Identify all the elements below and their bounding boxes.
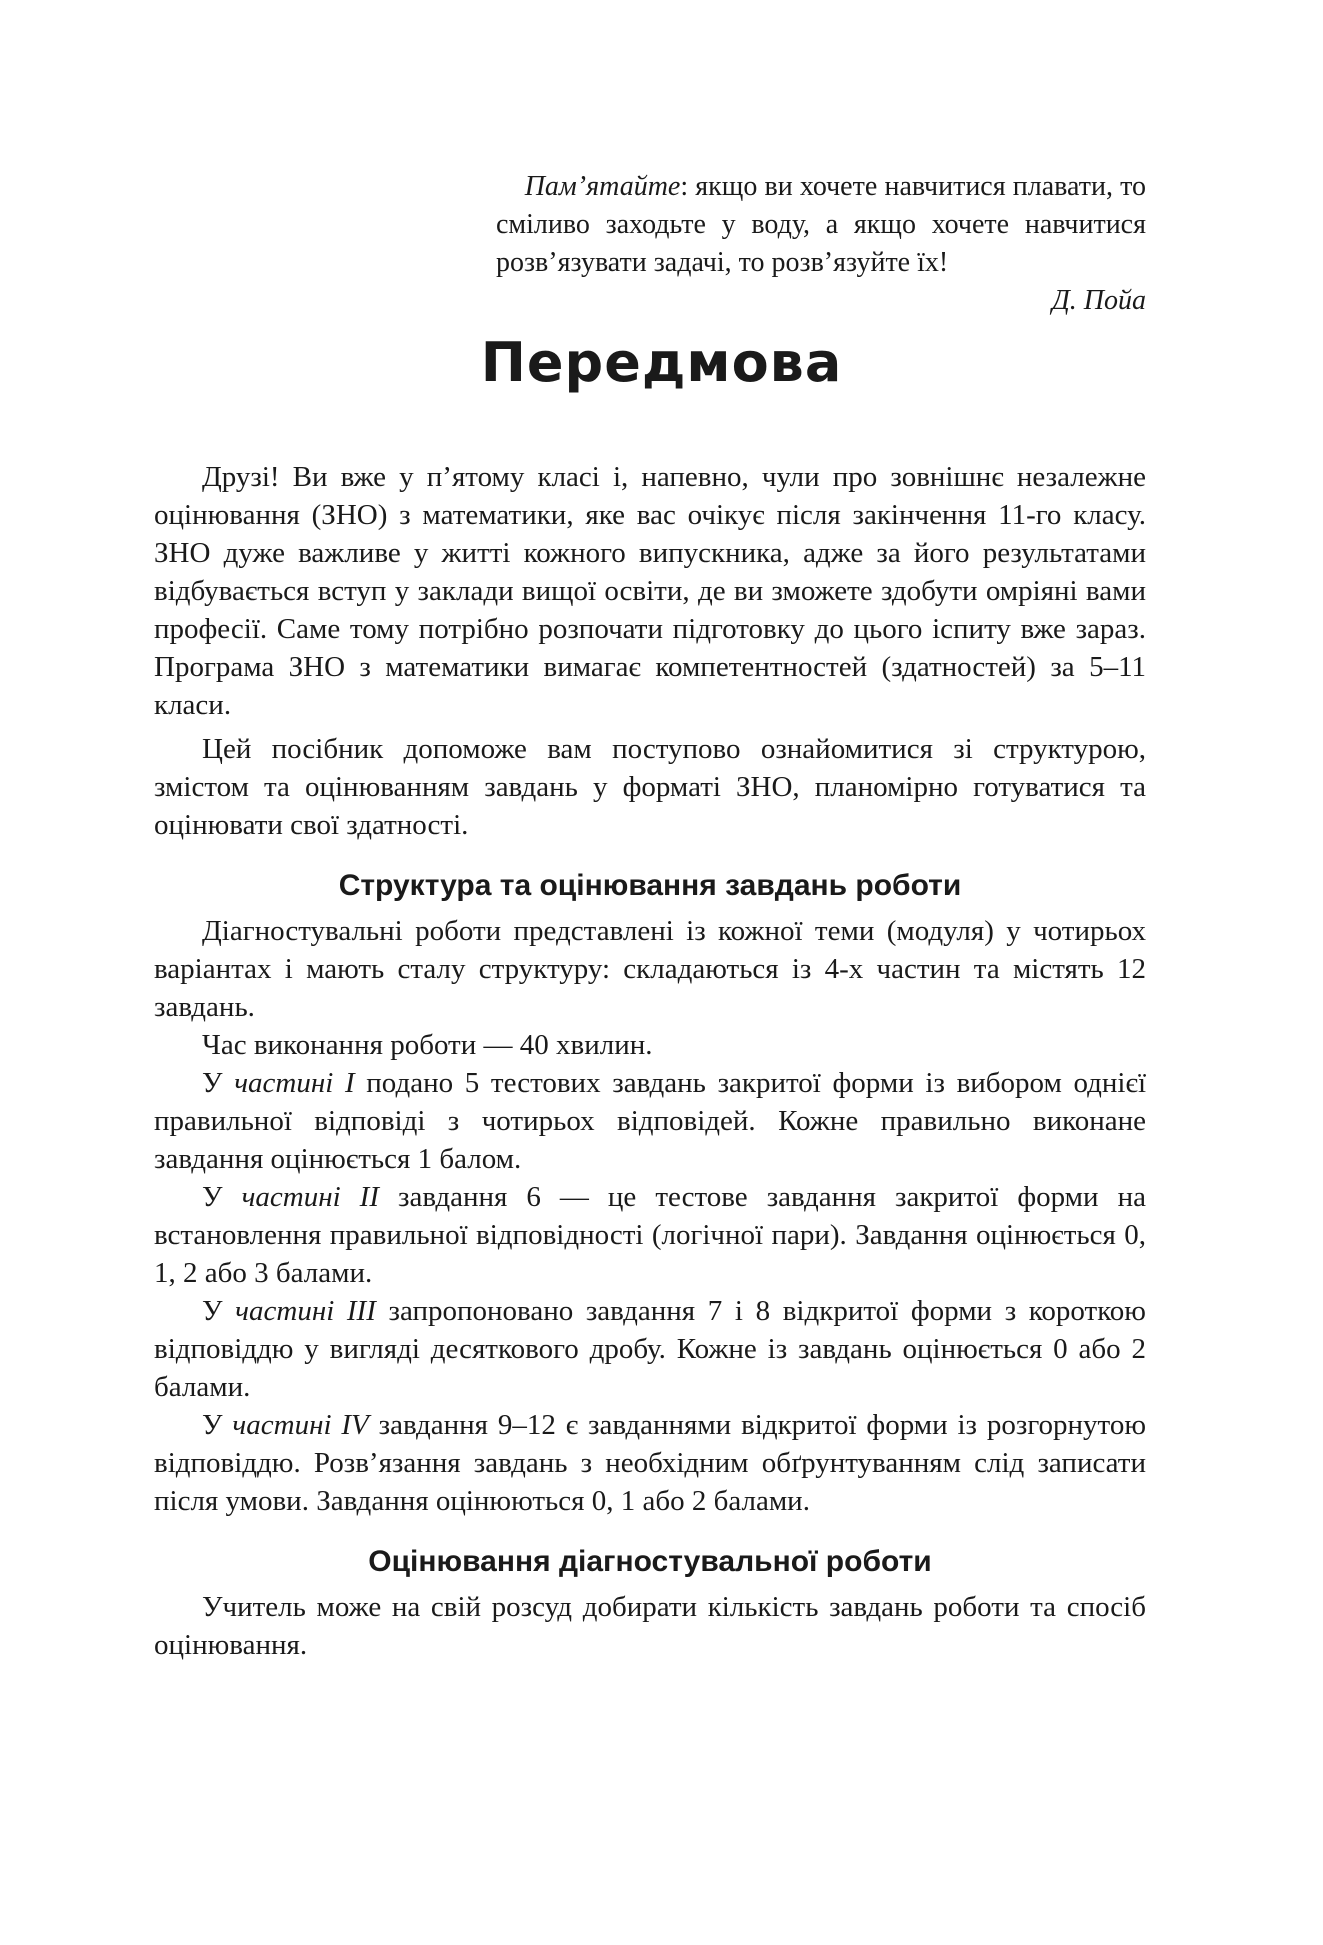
section-heading-assessment: Оцінювання діагностувальної роботи [368,1545,932,1578]
part-2-label: частині II [241,1181,379,1213]
epigraph [496,168,1146,320]
part-1-paragraph [154,1064,1146,1178]
part-2-text: завдання 6 — це тестове завдання закритої форми на встановлення правильної відповідності (логічної пари). Завдання оцінюється 0, 1, 2 або 3 балами. [154,1181,1146,1289]
part-2-prefix: У [202,1181,242,1213]
part-3-text: запропоновано завдання 7 і 8 відкритої форми з короткою відповіддю у вигляді десяткового дробу. Кожне із завдань оцінюється 0 або 2 балами. [154,1295,1146,1403]
part-1-label: частині I [234,1067,355,1099]
part-1-prefix: У [202,1067,235,1099]
part-3-prefix: У [202,1295,236,1327]
epigraph-lead: Пам’ятайте [524,171,681,202]
intro-paragraph-2: Цей посібник допоможе вам поступово ознайомитися зі структурою, змістом та оцінюванням завдань у форматі ЗНО, планомірно готуватися та оцінювати свої здатності. [154,733,1146,841]
part-1-text: подано 5 тестових завдань закритої форми із вибором однієї правильної відповіді з чотирьох відповідей. Кожне правильно виконане завдання оцінюється 1 балом. [154,1067,1146,1175]
document-body [154,458,1146,1664]
part-3-paragraph [154,1292,1146,1406]
epigraph-author: Д. Пойа [1051,285,1146,316]
structure-paragraph: Діагностувальні роботи представлені із кожної теми (модуля) у чотирьох варіантах і мають сталу структуру: складаються із 4-х частин та містять 12 завдань. [154,915,1146,1023]
part-3-label: частині III [235,1295,376,1327]
intro-paragraph-1: Друзі! Ви вже у п’ятому класі і, напевно, чули про зовнішнє незалежне оцінювання (ЗНО) з математики, яке вас очікує після закінчення 11-го класу. ЗНО дуже важливе у житті кожного випускника, адже за його результатами відбувається вступ у заклади вищої освіти, де ви зможете здобути омріяні вами професії. Саме тому потрібно розпочати підготовку до цього іспиту вже зараз. Програма ЗНО з математики вимагає компетентностей (здатностей) за 5–11 класи. [154,461,1146,721]
part-2-paragraph [154,1178,1146,1292]
part-4-prefix: У [202,1409,233,1441]
section-heading-structure: Структура та оцінювання завдань роботи [338,869,962,902]
part-4-text: завдання 9–12 є завданнями відкритої форми із розгорнутою відповіддю. Розв’язання завдань з необхідним обґрунтуванням слід записати після умови. Завдання оцінюються 0, 1 або 2 балами. [154,1409,1146,1517]
time-paragraph: Час виконання роботи — 40 хвилин. [202,1029,653,1061]
assessment-paragraph: Учитель може на свій розсуд добирати кількість завдань роботи та спосіб оцінювання. [154,1591,1146,1661]
part-4-label: частині IV [232,1409,369,1441]
page-title: Передмова [480,331,843,394]
part-4-paragraph [154,1406,1146,1520]
epigraph-quote [496,168,1146,282]
epigraph-text: : якщо ви хочете навчитися плавати, то сміливо заходьте у воду, а якщо хочете навчитися розв’язувати задачі, то розв’язуйте їх! [496,171,1146,278]
